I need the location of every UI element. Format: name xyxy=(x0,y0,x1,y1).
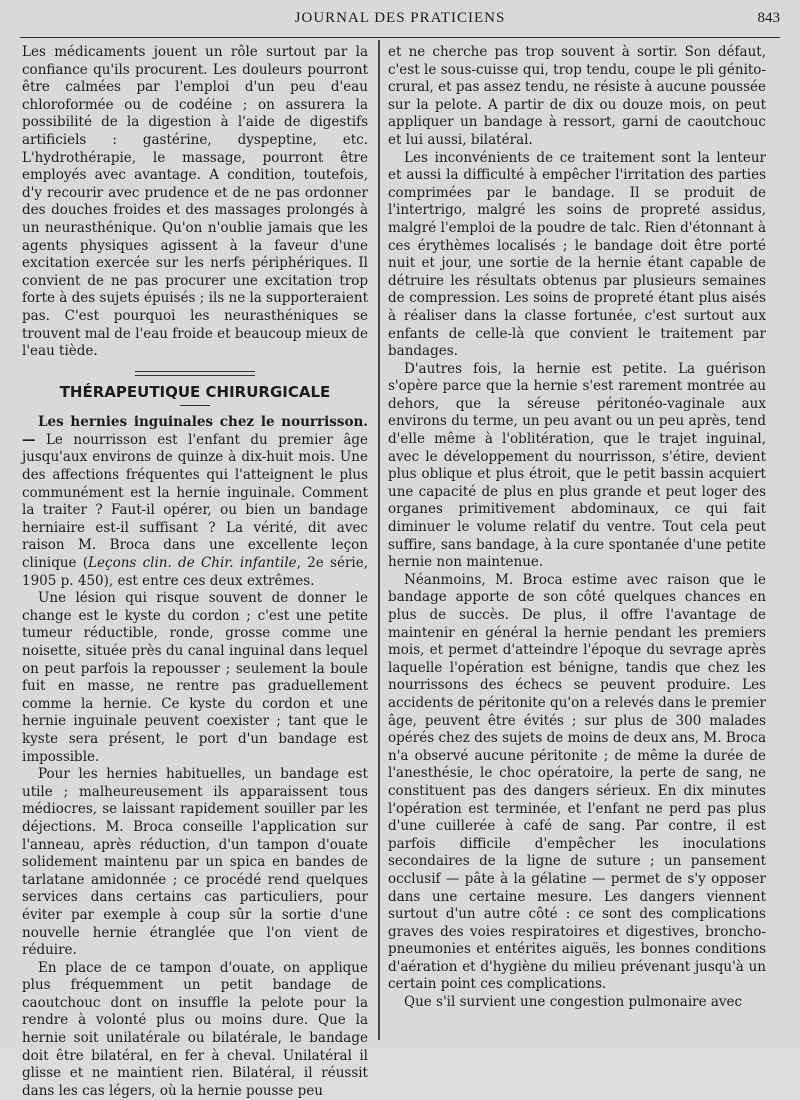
article-subhead: Les hernies inguinales chez le nourrisson. — xyxy=(22,414,368,448)
paragraph-hernies-intro: Les hernies inguinales chez le nourrisson. — Le nourrisson est l'enfant du premier âge jusqu'aux environs de quinze à dix-huit mois. Une des affections fréquentes qui l'atteignent le plus communément est la hernie inguinale. Comment la traiter ? Faut-il opérer, ou bien un bandage herniaire est-il suffisant ? La vérité, dit avec raison M. Broca dans une excellente leçon clinique (Leçons clin. de Chir. infantile, 2e série, 1905 p. 450), est entre ces deux extrêmes. xyxy=(22,414,369,589)
header-rule xyxy=(20,37,780,38)
citation-title: Leçons clin. de Chir. infantile xyxy=(88,555,297,572)
paragraph-neanmoins: Néanmoins, M. Broca estime avec raison que le bandage apporte de son côté quelques chances en plus de succès. De plus, il offre l'avantage de maintenir en général la hernie pendant les premiers mois, et permet d'atteindre l'époque du sevrage après laquelle l'opération est bénigne, tandis que chez les nourrissons des échecs se peuvent produire. Les accidents de péritonite qu'on a relevés dans le premier âge, peuvent être évités ; sur plus de 300 malades opérés chez des sujets de moins de deux ans, M. Broca n'a observé aucune péritonite ; de même la durée de l'anesthésie, le choc opératoire, la perte de sang, ne constituent pas des dangers sérieux. En dix minutes l'opération est terminée, et l'enfant ne perd pas plus d'une cuillerée à café de sang. Par contre, il est parfois difficile d'empêcher les inoculations secondaires de la ligne de suture ; un pansement occlusif — pâte à la gélatine — permet de s'y opposer dans une certaine mesure. Les dangers viennent surtout d'un autre côté : ce sont des complications graves des voies respiratoires et digestives, broncho-pneumonies et entérites aiguës, les bonnes conditions d'aération et d'hygiène du milieu prévenant jusqu'à un certain point ces complications. xyxy=(388,571,766,993)
paragraph-continuation: et ne cherche pas trop souvent à sortir. Son défaut, c'est le sous-cuisse qui, trop tendu, coupe le pli génito-crural, et pas assez tendu, ne résiste à aucune poussée sur la pelote. A partir de dix ou douze mois, on peut appliquer un bandage à ressort, garni de caoutchouc et lui aussi, bilatéral. xyxy=(388,44,766,148)
column-separator xyxy=(378,40,380,1040)
paragraph-congestion: Que s'il survient une congestion pulmonaire avec xyxy=(404,994,743,1011)
left-column xyxy=(22,44,368,1100)
paragraph-bandage: Pour les hernies habituelles, un bandage est utile ; malheureusement ils apparaissent tous médiocres, se laissant rapidement souiller par les déjections. M. Broca conseille l'application sur l'anneau, après réduction, d'un tampon d'ouate solidement maintenu par un spica en bandes de tarlatane amidonnée ; ce procédé rend quelques services dans certains cas particuliers, pour éviter par exemple à coup sûr la sortie d'une nouvelle hernie étranglée que l'on vient de réduire. xyxy=(22,766,368,959)
title-underline xyxy=(180,405,210,406)
journal-title: JOURNAL DES PRATICIENS xyxy=(294,10,506,26)
paragraph-kyste: Une lésion qui risque souvent de donner le change est le kyste du cordon ; c'est une petite tumeur réductible, ronde, grosse comme une noisette, située près du canal inguinal dans lequel on peut parfois la repousser ; seulement la boule fuit en masse, ne rentre pas graduellement comme la hernie. Ce kyste du cordon et une hernie inguinale peuvent coexister ; tant que le kyste sera présent, le port d'un bandage est impossible. xyxy=(22,590,368,765)
page-number: 843 xyxy=(757,10,780,26)
right-column xyxy=(388,44,766,1012)
paragraph-medicaments: Les médicaments jouent un rôle surtout par la confiance qu'ils procurent. Les douleurs pourront être calmées par l'emploi d'un peu d'eau chloroformée ou de codéine ; on assurera la possibilité de la digestion à l'aide de digestifs artificiels : gastérine, dyspeptine, etc. L'hydrothérapie, le massage, pourront être employés avec avantage. A condition, toutefois, d'y recourir avec prudence et de ne pas ordonner des douches froides et des massages prolongés à un neurasthénique. Qu'on n'oublie jamais que les agents physiques agissent à la faveur d'une excitation exercée sur les nerfs périphériques. Il convient de ne pas procurer une excitation trop forte à des sujets épuisés ; ils ne la supporteraient pas. C'est pourquoi les neurasthéniques se trouvent mal de l'eau froide et beaucoup mieux de l'eau tiède. xyxy=(22,44,368,360)
section-title: THÉRAPEUTIQUE CHIRURGICALE xyxy=(59,382,331,401)
paragraph-petite-hernie: D'autres fois, la hernie est petite. La guérison s'opère parce que la hernie s'est rarement montrée au dehors, que la séreuse péritonéo-vaginale aux environs du terme, un peu avant ou un peu après, tend d'elle même à l'oblitération, que le trajet inguinal, avec le développement du nourrisson, s'étire, devient plus oblique et plus étroit, que le petit bassin acquiert une capacité de plus en plus grande et peut loger des organes primitivement abdominaux, ce qui fait diminuer le volume relatif du ventre. Tout cela peut suffire, sans bandage, à la cure spontanée d'une petite hernie non maintenue. xyxy=(388,360,766,571)
paragraph-tampon: En place de ce tampon d'ouate, on applique plus fréquemment un petit bandage de caoutchouc dont on insuffle la pelote pour la rendre à volonté plus ou moins dure. Que la hernie soit unilatérale ou bilatérale, le bandage doit être bilatéral, en fer à cheval. Unilatéral il glisse et ne maintient rien. Bilatéral, il réussit dans les cas légers, où la hernie pousse peu xyxy=(22,959,368,1099)
paragraph-inconvenients: Les inconvénients de ce traitement sont la lenteur et aussi la difficulté à empêcher l'irritation des parties comprimées par le bandage. Il se produit de l'intertrigo, malgré les soins de propreté assidus, malgré l'emploi de la poudre de talc. Rien d'étonnant à ces érythèmes localisés ; le bandage doit être porté nuit et jour, une sortie de la hernie étant capable de détruire les résultats obtenus par plusieurs semaines de compression. Les soins de propreté étant plus aisés à réaliser dans la classe fortunée, c'est surtout aux enfants de celle-là que convient le traitement par bandages. xyxy=(388,149,766,360)
section-divider xyxy=(135,371,255,376)
running-header xyxy=(20,10,780,32)
